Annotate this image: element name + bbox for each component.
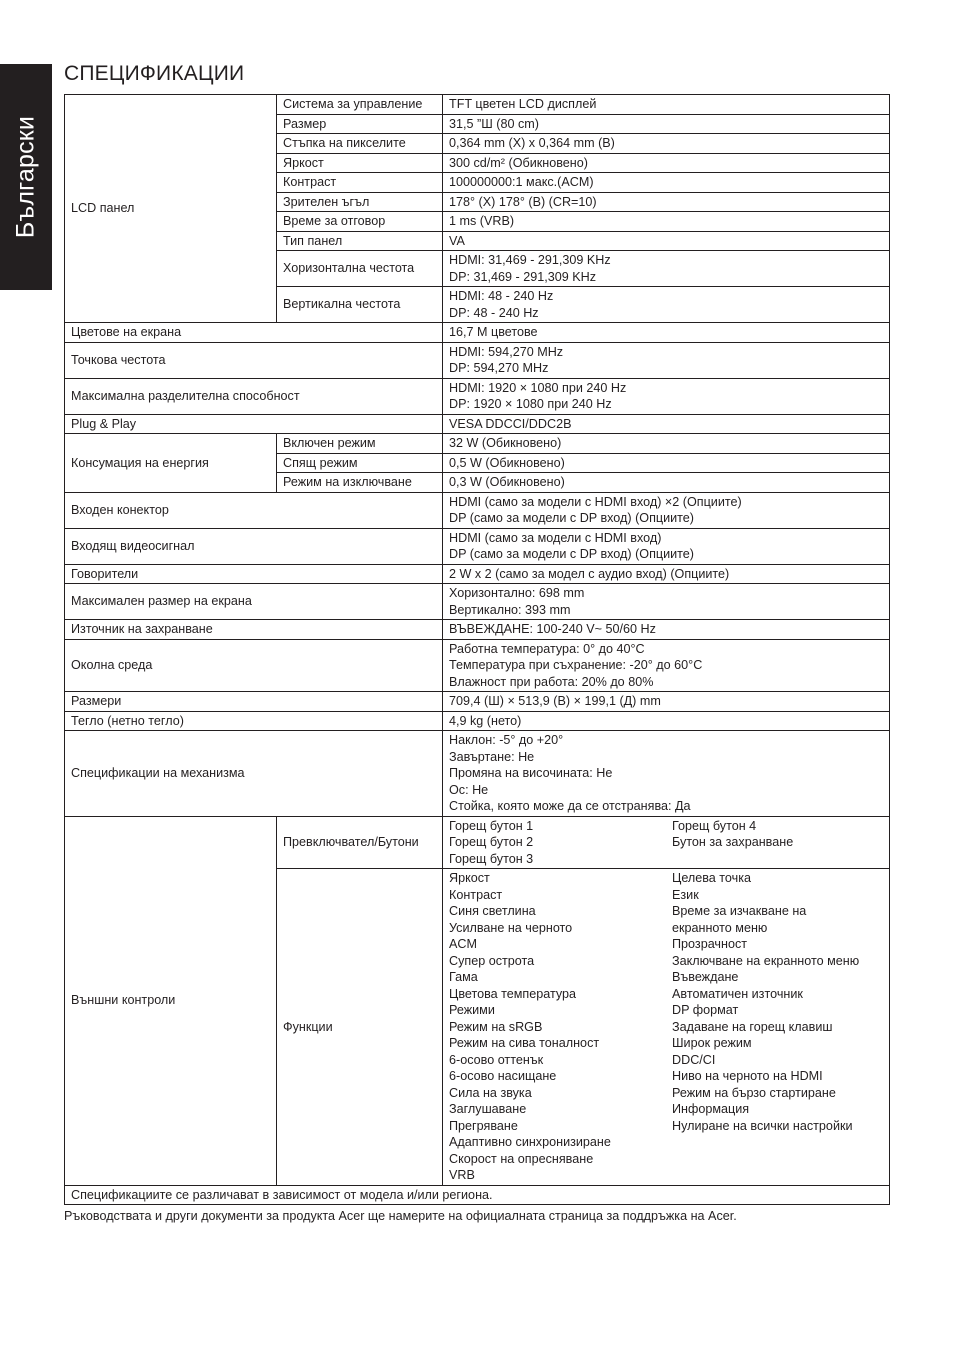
table-row: [65, 692, 890, 712]
spec-name: Стъпка на пикселите: [277, 134, 443, 154]
buttons-list-col-1: Горещ бутон 1 Горещ бутон 2 Горещ бутон 3: [449, 818, 534, 866]
spec-value: 100000000:1 макс.(ACM): [443, 173, 890, 193]
group-label: Консумация на енергия: [65, 434, 277, 493]
spec-value: HDMI: 48 - 240 Hz DP: 48 - 240 Hz: [443, 287, 890, 323]
table-row: [65, 342, 890, 378]
spec-name: Околна среда: [65, 639, 443, 692]
group-label: LCD панел: [65, 95, 277, 323]
spec-value: 300 cd/m² (Обикновено): [443, 153, 890, 173]
table-note: Спецификациите се различават в зависимост от модела и/или региона.: [65, 1185, 890, 1205]
spec-name: Яркост: [277, 153, 443, 173]
spec-name: Спящ режим: [277, 453, 443, 473]
spec-name: Функции: [277, 869, 443, 1186]
spec-value: HDMI: 31,469 - 291,309 KHz DP: 31,469 - 291,309 KHz: [443, 251, 890, 287]
spec-value: HDMI: 1920 × 1080 при 240 Hz DP: 1920 × 1080 при 240 Hz: [443, 378, 890, 414]
table-row: [65, 564, 890, 584]
spec-name: Хоризонтална честота: [277, 251, 443, 287]
spec-value: [443, 869, 890, 1186]
spec-name: Максимална разделителна способност: [65, 378, 443, 414]
spec-name: Тегло (нетно тегло): [65, 711, 443, 731]
spec-name: Време за отговор: [277, 212, 443, 232]
footnote: Ръководствата и други документи за продукта Acer ще намерите на официалната страница за поддръжка на Acer.: [64, 1209, 737, 1223]
spec-value: 0,364 mm (Х) x 0,364 mm (В): [443, 134, 890, 154]
spec-name: Включен режим: [277, 434, 443, 454]
spec-value: 2 W x 2 (само за модел с аудио вход) (Опциите): [443, 564, 890, 584]
table-row: [65, 711, 890, 731]
spec-value: 31,5 ”Ш (80 cm): [443, 114, 890, 134]
table-row: [65, 584, 890, 620]
spec-name: Plug & Play: [65, 414, 443, 434]
spec-value: VA: [443, 231, 890, 251]
spec-name: Вертикална честота: [277, 287, 443, 323]
spec-value: HDMI (само за модели с HDMI вход) ×2 (Опциите) DP (само за модели с DP вход) (Опциите): [443, 492, 890, 528]
spec-value: TFT цветен LCD дисплей: [443, 95, 890, 115]
table-row: [65, 378, 890, 414]
table-row: [65, 620, 890, 640]
spec-name: Размери: [65, 692, 443, 712]
spec-name: Входящ видеосигнал: [65, 528, 443, 564]
spec-name: Източник на захранване: [65, 620, 443, 640]
table-row: [65, 492, 890, 528]
spec-value: Наклон: -5° до +20° Завъртане: Не Промяна на височината: Не Ос: Не Стойка, която може да се отстранява: Да: [443, 731, 890, 817]
spec-value: Хоризонтално: 698 mm Вертикално: 393 mm: [443, 584, 890, 620]
spec-value: Работна температура: 0° до 40°C Температура при съхранение: -20° до 60°C Влажност при работа: 20% до 80%: [443, 639, 890, 692]
spec-name: Размер: [277, 114, 443, 134]
spec-name: Максимален размер на екрана: [65, 584, 443, 620]
spec-name: Тип панел: [277, 231, 443, 251]
spec-value: 32 W (Обикновено): [443, 434, 890, 454]
table-row: [65, 434, 890, 454]
spec-value: VESA DDCCI/DDC2B: [443, 414, 890, 434]
specifications-table: [64, 94, 890, 1205]
language-side-tab: [0, 64, 52, 290]
table-row: [65, 323, 890, 343]
spec-name: Контраст: [277, 173, 443, 193]
spec-value: HDMI: 594,270 MHz DP: 594,270 MHz: [443, 342, 890, 378]
spec-name: Зрителен ъгъл: [277, 192, 443, 212]
page-title: СПЕЦИФИКАЦИИ: [64, 62, 245, 85]
table-row: [65, 95, 890, 115]
table-row: [65, 816, 890, 869]
spec-name: Цветове на екрана: [65, 323, 443, 343]
functions-list-col-2: Целева точка Език Време за изчакване на екранното меню Прозрачност Заключване на екранното меню Въвеждане Автоматичен източник DP формат Задаване на горещ клавиш Широк режим DDC/CI Ниво на черното на HDMI Режим на бързо стартиране Информация Нулиране на всички настройки: [672, 871, 860, 1133]
spec-name: Говорители: [65, 564, 443, 584]
spec-name: Превключвател/Бутони: [277, 816, 443, 869]
table-row: [65, 639, 890, 692]
table-row: [65, 1185, 890, 1205]
spec-value: 16,7 M цветове: [443, 323, 890, 343]
table-row: [65, 731, 890, 817]
spec-name: Система за управление: [277, 95, 443, 115]
table-row: [65, 414, 890, 434]
language-label: Български: [11, 115, 40, 239]
functions-list-col-1: Яркост Контраст Синя светлина Усилване на черното ACM Супер острота Гама Цветова температура Режими Режим на sRGB Режим на сива тоналност 6-осово оттенък 6-осово насищане Сила на звука Заглушаване Прегряване Адаптивно синхронизиране Скорост на опресняване VRB: [449, 871, 611, 1182]
spec-value: 0,3 W (Обикновено): [443, 473, 890, 493]
spec-value: HDMI (само за модели с HDMI вход) DP (само за модели с DP вход) (Опциите): [443, 528, 890, 564]
spec-value: 178° (Х) 178° (В) (CR=10): [443, 192, 890, 212]
spec-value: [443, 816, 890, 869]
spec-value: ВЪВЕЖДАНЕ: 100-240 V~ 50/60 Hz: [443, 620, 890, 640]
spec-name: Входен конектор: [65, 492, 443, 528]
spec-value: 1 ms (VRB): [443, 212, 890, 232]
table-row: [65, 528, 890, 564]
group-label: Външни контроли: [65, 816, 277, 1185]
spec-name: Режим на изключване: [277, 473, 443, 493]
spec-name: Точкова честота: [65, 342, 443, 378]
buttons-list-col-2: Горещ бутон 4 Бутон за захранване: [672, 818, 794, 849]
spec-name: Спецификации на механизма: [65, 731, 443, 817]
spec-value: 0,5 W (Обикновено): [443, 453, 890, 473]
spec-value: 4,9 kg (нето): [443, 711, 890, 731]
spec-value: 709,4 (Ш) × 513,9 (В) × 199,1 (Д) mm: [443, 692, 890, 712]
